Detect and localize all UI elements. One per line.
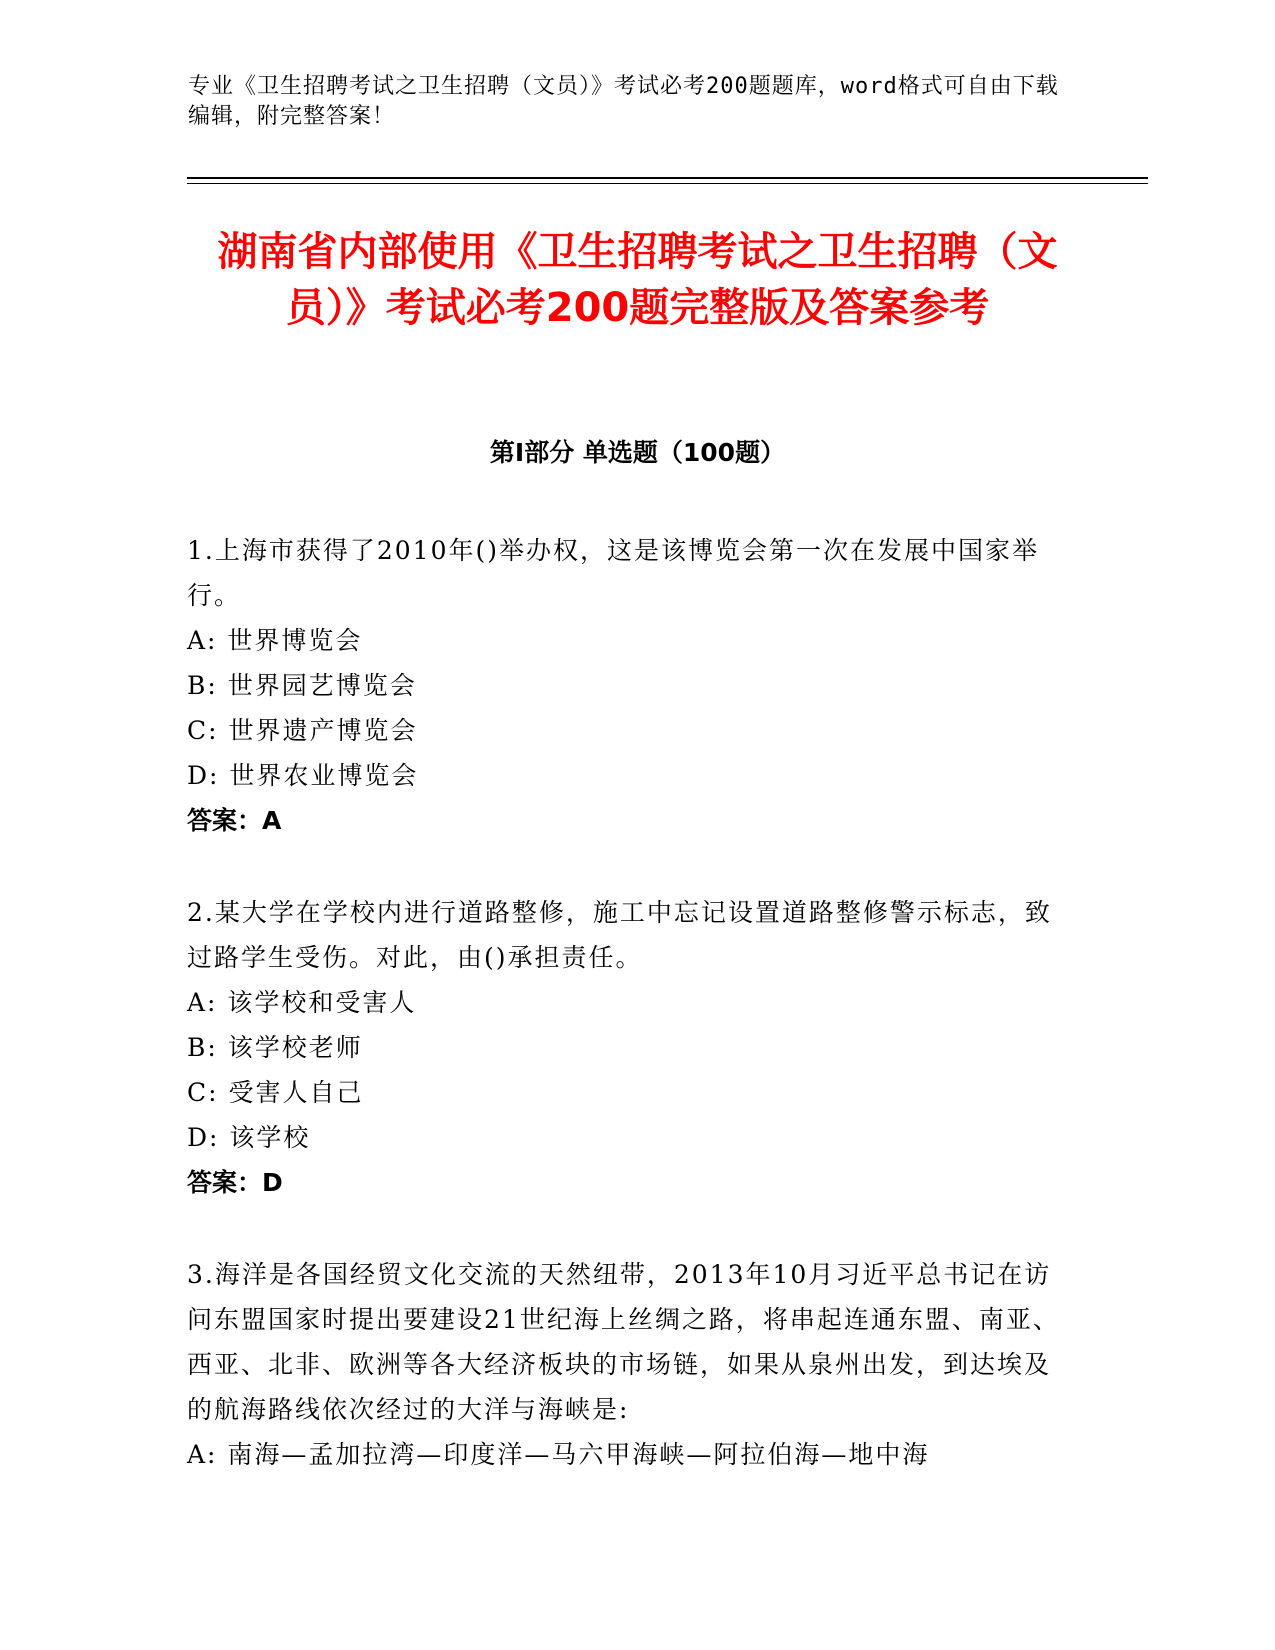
header-divider-thick [187,177,1148,179]
option-a: A: 该学校和受害人 [187,988,417,1017]
option-b: B: 该学校老师 [187,1033,363,1062]
option-c: C: 世界遗产博览会 [187,716,418,745]
option-d: D: 该学校 [187,1123,311,1152]
question-stem: 3.海洋是各国经贸文化交流的天然纽带，2013年10月习近平总书记在访问东盟国家时提出要建设21世纪海上丝绸之路，将串起连通东盟、南亚、西亚、北非、欧洲等各大经济板块的市场链，如果从泉州出发，到达埃及的航海路线依次经过的大洋与海峡是: [187,1260,1060,1424]
option-a: A: 南海—孟加拉湾—印度洋—马六甲海峡—阿拉伯海—地中海 [187,1440,930,1469]
option-c: C: 受害人自己 [187,1078,364,1107]
answer: 答案：D [187,1168,283,1197]
header-divider-thin [187,183,1148,184]
question-stem: 1.上海市获得了2010年()举办权，这是该博览会第一次在发展中国家举行。 [187,536,1039,610]
option-d: D: 世界农业博览会 [187,761,419,790]
question-2 [187,890,1077,1205]
answer: 答案：A [187,806,282,835]
question-stem: 2.某大学在学校内进行道路整修，施工中忘记设置道路整修警示标志，致过路学生受伤。对此，由()承担责任。 [187,898,1052,972]
question-list [187,528,1077,1524]
header-note: 专业《卫生招聘考试之卫生招聘（文员）》考试必考200题题库，word格式可自由下载编辑，附完整答案！ [188,74,1059,129]
question-3 [187,1252,1077,1477]
option-b: B: 世界园艺博览会 [187,671,417,700]
document-title: 湖南省内部使用《卫生招聘考试之卫生招聘（文员）》考试必考200题完整版及答案参考 [217,229,1058,331]
option-a: A: 世界博览会 [187,626,363,655]
question-1 [187,528,1077,843]
section-title: 第Ⅰ部分 单选题（100题） [489,438,786,467]
